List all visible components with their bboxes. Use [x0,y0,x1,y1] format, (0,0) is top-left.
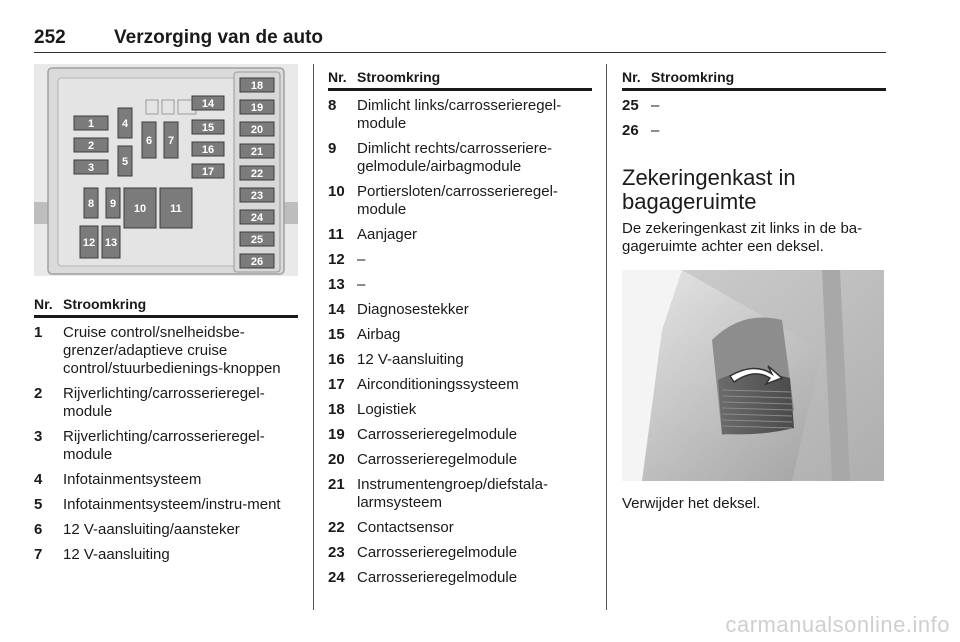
row-description: Aanjager [357,226,418,243]
row-description: Carrosserieregelmodule [357,426,518,443]
row-number: 6 [34,521,43,538]
row-description: Carrosserieregelmodule [357,544,518,561]
fuse-14 [192,96,224,110]
svg-text:18: 18 [250,80,264,92]
fuse-4 [118,108,132,138]
svg-text:7: 7 [167,135,175,147]
row-description: – [651,97,660,114]
table-header [328,69,592,91]
row-number: 8 [328,97,337,114]
table-row [34,324,298,378]
table-row [34,546,298,564]
row-number: 7 [34,546,43,563]
svg-text:10: 10 [133,203,147,215]
row-number: 1 [34,324,43,341]
fuse-6 [142,122,156,158]
row-description: – [357,251,366,268]
table-row [34,471,298,489]
table-row [328,326,592,344]
column-divider [313,64,314,610]
svg-text:5: 5 [121,156,129,168]
row-description: Logistiek [357,401,417,418]
row-number: 22 [328,519,345,536]
table-row [328,226,592,244]
fuse-1 [74,116,108,130]
row-description: Cruise control/snelheidsbe-grenzer/adaptieve cruise control/stuurbedienings-knoppen [63,324,281,377]
row-description: – [357,276,366,293]
table-header [34,296,298,318]
row-number: 25 [622,97,639,114]
row-number: 13 [328,276,345,293]
svg-text:1: 1 [87,118,95,130]
section-title: Zekeringenkast in bagageruimte [622,165,796,214]
svg-text:25: 25 [250,234,264,246]
table-row [34,496,298,514]
table-row [328,376,592,394]
fuse-22 [240,166,274,180]
row-description: Diagnosestekker [357,301,469,318]
column-header-nr: Nr. [34,296,53,312]
row-number: 15 [328,326,345,343]
svg-text:13: 13 [104,237,118,249]
table-row [328,301,592,319]
column-header-circuit: Stroomkring [63,296,147,312]
fuse-table-part-3 [622,69,886,513]
row-number: 12 [328,251,345,268]
section-paragraph: De zekeringenkast zit links in de ba-gageruimte achter een deksel. [622,220,863,255]
row-number: 16 [328,351,345,368]
fuse-table-part-2 [328,69,592,594]
row-description: – [651,122,660,139]
row-description: Carrosserieregelmodule [357,569,518,586]
svg-text:26: 26 [250,256,264,268]
fuse-25 [240,232,274,246]
svg-text:2: 2 [87,140,95,152]
table-row [328,519,592,537]
relay-11 [160,188,192,228]
svg-text:8: 8 [87,198,95,210]
trunk-cover-photo [622,270,884,481]
svg-text:6: 6 [145,135,153,147]
row-number: 17 [328,376,345,393]
row-number: 2 [34,385,43,402]
svg-text:19: 19 [250,102,264,114]
row-number: 20 [328,451,345,468]
row-number: 4 [34,471,43,488]
row-description: 12 V-aansluiting [63,546,170,563]
column-header-nr: Nr. [622,69,641,85]
column-divider [606,64,607,610]
svg-text:16: 16 [201,144,215,156]
relay-10 [124,188,156,228]
row-description: Infotainmentsysteem [63,471,202,488]
fuse-17 [192,164,224,178]
row-description: Rijverlichting/carrosserieregel-module [63,385,265,420]
fuse-2 [74,138,108,152]
table-row [328,140,592,176]
fuse-24 [240,210,274,224]
row-number: 19 [328,426,345,443]
svg-text:11: 11 [170,203,182,215]
table-row [328,276,592,294]
table-row [328,476,592,512]
table-row [328,351,592,369]
row-description: Dimlicht links/carrosserieregel-module [357,97,562,132]
row-number: 10 [328,183,345,200]
table-header [622,69,886,91]
fuse-23 [240,188,274,202]
svg-text:12: 12 [82,237,96,249]
table-row [328,451,592,469]
fuse-8 [84,188,98,218]
table-row [328,97,592,133]
page-header [34,27,886,53]
svg-text:3: 3 [87,162,95,174]
row-description: Infotainmentsysteem/instru-ment [63,496,281,513]
table-row [328,569,592,587]
column-header-circuit: Stroomkring [357,69,441,85]
row-number: 21 [328,476,345,493]
fuse-26 [240,254,274,268]
row-description: Rijverlichting/carrosserieregel-module [63,428,265,463]
table-row [328,183,592,219]
table-row [328,544,592,562]
fuse-5 [118,146,132,176]
row-description: Instrumentengroep/diefstala-larmsysteem [357,476,548,511]
watermark: carmanualsonline.info [725,612,950,637]
fuse-table-part-1 [34,296,298,571]
table-row [34,385,298,421]
fuse-21 [240,144,274,158]
row-description: Portiersloten/carrosserieregel-module [357,183,558,218]
svg-text:21: 21 [250,146,264,158]
row-number: 26 [622,122,639,139]
row-number: 3 [34,428,43,445]
row-number: 24 [328,569,345,586]
fuse-3 [74,160,108,174]
table-row [328,401,592,419]
row-description: 12 V-aansluiting [357,351,464,368]
row-number: 11 [328,226,344,243]
svg-text:17: 17 [201,166,215,178]
svg-text:24: 24 [250,212,264,224]
row-number: 9 [328,140,337,157]
row-description: Airbag [357,326,401,343]
fuse-18 [240,78,274,92]
relay-12 [80,226,98,258]
column-header-nr: Nr. [328,69,347,85]
row-description: Dimlicht rechts/carrosseriere-gelmodule/airbagmodule [357,140,553,175]
relay-13 [102,226,120,258]
fuse-7 [164,122,178,158]
row-number: 23 [328,544,345,561]
svg-text:23: 23 [250,190,264,202]
table-row [622,97,886,115]
fuse-15 [192,120,224,134]
table-row [328,426,592,444]
fuse-20 [240,122,274,136]
row-description: Carrosserieregelmodule [357,451,518,468]
row-description: 12 V-aansluiting/aansteker [63,521,240,538]
table-row [328,251,592,269]
page-title: Verzorging van de auto [114,27,324,48]
svg-text:14: 14 [201,98,215,110]
svg-text:22: 22 [250,168,264,180]
fusebox-illustration [34,64,298,276]
svg-text:4: 4 [121,118,129,130]
column-header-circuit: Stroomkring [651,69,735,85]
fuse-16 [192,142,224,156]
row-number: 5 [34,496,43,513]
table-row [622,122,886,140]
row-number: 14 [328,301,345,318]
table-row [34,521,298,539]
svg-text:20: 20 [250,124,264,136]
fuse-9 [106,188,120,218]
row-description: Airconditioningssysteem [357,376,519,393]
svg-text:15: 15 [201,122,215,134]
table-row [34,428,298,464]
row-description: Contactsensor [357,519,454,536]
fuse-19 [240,100,274,114]
instruction-text: Verwijder het deksel. [622,495,761,512]
row-number: 18 [328,401,345,418]
page-number: 252 [34,27,66,48]
svg-text:9: 9 [109,198,117,210]
